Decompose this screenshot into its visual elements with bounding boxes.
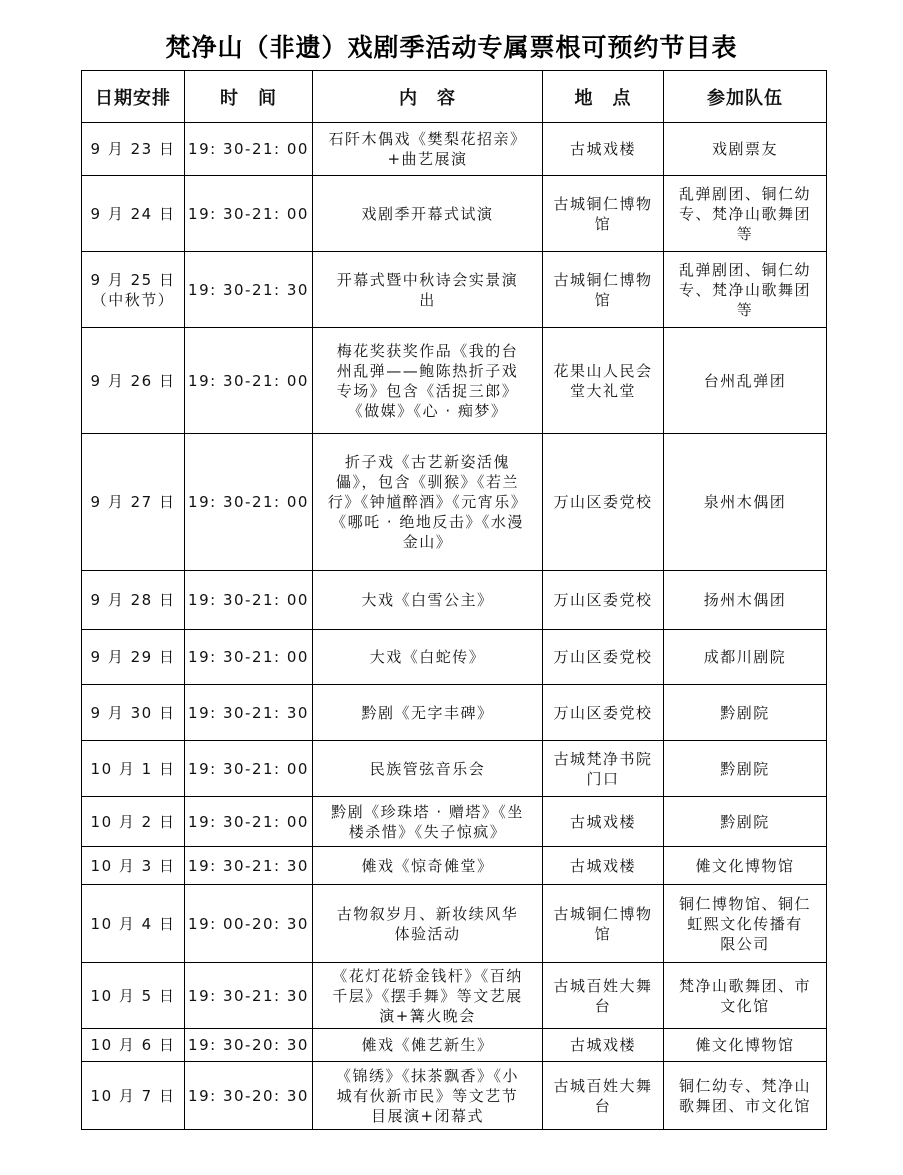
cell-team: 黔剧院 [664,685,827,741]
cell-content: 傩戏《惊奇傩堂》 [313,847,543,885]
cell-time: 19: 30-21: 00 [185,571,313,630]
cell-time: 19: 30-21: 00 [185,328,313,434]
cell-date: 9 月 28 日 [82,571,185,630]
table-row [82,797,827,847]
cell-time: 19: 30-21: 30 [185,685,313,741]
cell-time: 19: 30-21: 30 [185,847,313,885]
cell-place: 古城百姓大舞 台 [543,963,664,1029]
cell-date: 9 月 23 日 [82,123,185,176]
cell-team: 成都川剧院 [664,630,827,685]
cell-time: 19: 30-21: 00 [185,741,313,797]
cell-team: 扬州木偶团 [664,571,827,630]
cell-date: 10 月 4 日 [82,885,185,963]
cell-team: 黔剧院 [664,797,827,847]
cell-content: 《花灯花轿金钱杆》《百纳 千层》《摆手舞》等文艺展 演+篝火晚会 [313,963,543,1029]
cell-team: 黔剧院 [664,741,827,797]
cell-content: 大戏《白雪公主》 [313,571,543,630]
cell-team: 乱弹剧团、铜仁幼 专、梵净山歌舞团 等 [664,252,827,328]
table-header-row [82,71,827,123]
cell-time: 19: 30-21: 00 [185,797,313,847]
header-date: 日期安排 [82,71,185,123]
cell-place: 古城铜仁博物 馆 [543,176,664,252]
table-row [82,685,827,741]
cell-content: 古物叙岁月、新妆续风华 体验活动 [313,885,543,963]
cell-date: 10 月 5 日 [82,963,185,1029]
table-row [82,1062,827,1130]
cell-content: 大戏《白蛇传》 [313,630,543,685]
header-content: 内 容 [313,71,543,123]
cell-time: 19: 30-20: 30 [185,1062,313,1130]
cell-content: 折子戏《古艺新姿活傀 儡》，包含《驯猴》《若兰 行》《钟馗醉酒》《元宵乐》 《哪吒 · 绝地反击》《水漫 金山》 [313,434,543,571]
table-row [82,176,827,252]
cell-place: 古城梵净书院 门口 [543,741,664,797]
cell-time: 19: 30-20: 30 [185,1029,313,1062]
table-row [82,963,827,1029]
cell-content: 石阡木偶戏《樊梨花招亲》 +曲艺展演 [313,123,543,176]
cell-place: 万山区委党校 [543,685,664,741]
cell-place: 古城铜仁博物 馆 [543,252,664,328]
cell-time: 19: 30-21: 00 [185,630,313,685]
cell-time: 19: 30-21: 30 [185,252,313,328]
cell-place: 花果山人民会 堂大礼堂 [543,328,664,434]
cell-date: 9 月 29 日 [82,630,185,685]
table-row [82,847,827,885]
table-row [82,1029,827,1062]
cell-team: 泉州木偶团 [664,434,827,571]
table-row [82,252,827,328]
cell-team: 傩文化博物馆 [664,847,827,885]
table-row [82,571,827,630]
cell-date: 9 月 24 日 [82,176,185,252]
table-row [82,328,827,434]
cell-time: 19: 00-20: 30 [185,885,313,963]
cell-content: 《锦绣》《抹茶飘香》《小 城有伙新市民》等文艺节 目展演+闭幕式 [313,1062,543,1130]
table-row [82,630,827,685]
cell-team: 台州乱弹团 [664,328,827,434]
cell-date: 9 月 30 日 [82,685,185,741]
cell-time: 19: 30-21: 30 [185,963,313,1029]
cell-place: 古城戏楼 [543,847,664,885]
cell-team: 铜仁博物馆、铜仁 虹熙文化传播有 限公司 [664,885,827,963]
cell-place: 万山区委党校 [543,434,664,571]
page-title: 梵净山（非遗）戏剧季活动专属票根可预约节目表 [165,33,738,62]
cell-content: 黔剧《珍珠塔 · 赠塔》《坐 楼杀惜》《失子惊疯》 [313,797,543,847]
header-team: 参加队伍 [664,71,827,123]
table-row [82,741,827,797]
cell-date: 9 月 25 日 （中秋节） [82,252,185,328]
cell-team: 傩文化博物馆 [664,1029,827,1062]
cell-place: 古城戏楼 [543,1029,664,1062]
cell-content: 傩戏《傩艺新生》 [313,1029,543,1062]
cell-date: 10 月 2 日 [82,797,185,847]
cell-team: 戏剧票友 [664,123,827,176]
cell-content: 民族管弦音乐会 [313,741,543,797]
cell-date: 10 月 1 日 [82,741,185,797]
cell-content: 开幕式暨中秋诗会实景演 出 [313,252,543,328]
cell-place: 古城百姓大舞 台 [543,1062,664,1130]
cell-content: 戏剧季开幕式试演 [313,176,543,252]
cell-date: 10 月 7 日 [82,1062,185,1130]
header-place: 地 点 [543,71,664,123]
cell-time: 19: 30-21: 00 [185,434,313,571]
header-time: 时 间 [185,71,313,123]
cell-time: 19: 30-21: 00 [185,176,313,252]
cell-content: 黔剧《无字丰碑》 [313,685,543,741]
cell-place: 万山区委党校 [543,571,664,630]
cell-date: 10 月 6 日 [82,1029,185,1062]
cell-place: 古城戏楼 [543,797,664,847]
cell-time: 19: 30-21: 00 [185,123,313,176]
cell-date: 10 月 3 日 [82,847,185,885]
cell-date: 9 月 26 日 [82,328,185,434]
cell-content: 梅花奖获奖作品《我的台 州乱弹——鲍陈热折子戏 专场》包含《活捉三郎》 《做媒》《心 · 痴梦》 [313,328,543,434]
cell-place: 万山区委党校 [543,630,664,685]
cell-team: 铜仁幼专、梵净山 歌舞团、市文化馆 [664,1062,827,1130]
cell-date: 9 月 27 日 [82,434,185,571]
table-row [82,434,827,571]
cell-team: 梵净山歌舞团、市 文化馆 [664,963,827,1029]
cell-team: 乱弹剧团、铜仁幼 专、梵净山歌舞团 等 [664,176,827,252]
schedule-table [81,70,827,1130]
table-row [82,123,827,176]
table-row [82,885,827,963]
cell-place: 古城铜仁博物 馆 [543,885,664,963]
cell-place: 古城戏楼 [543,123,664,176]
